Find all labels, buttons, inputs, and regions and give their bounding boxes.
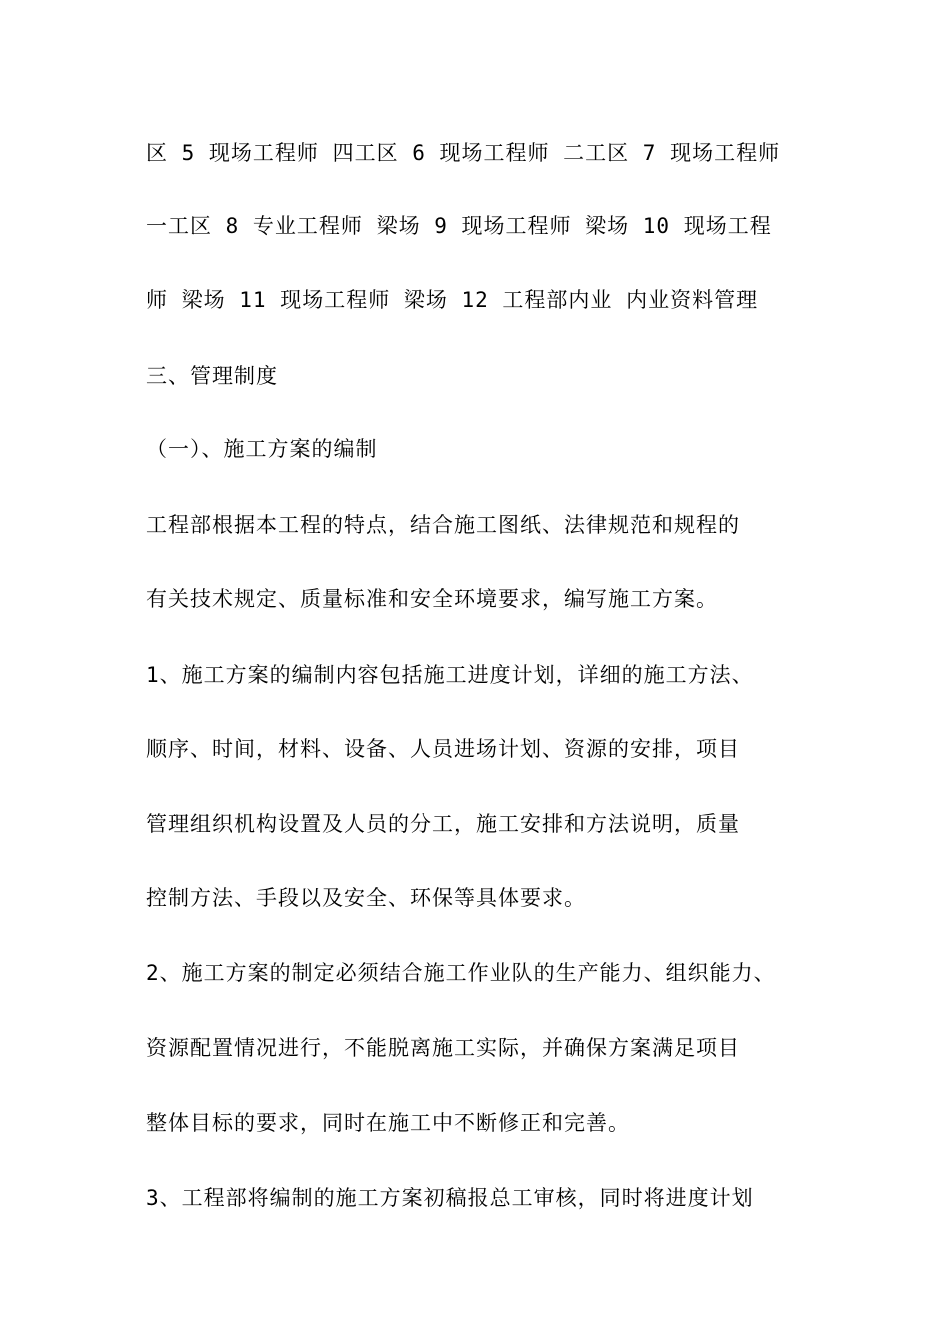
text-line: 有关技术规定、质量标准和安全环境要求，编写施工方案。	[146, 587, 718, 611]
text-line: 1、施工方案的编制内容包括施工进度计划，详细的施工方法、	[146, 663, 754, 687]
section-heading: 三、管理制度	[146, 364, 278, 388]
text-line: 顺序、时间，材料、设备、人员进场计划、资源的安排，项目	[146, 737, 740, 761]
text-line: 整体目标的要求，同时在施工中不断修正和完善。	[146, 1111, 630, 1135]
text-line: 资源配置情况进行，不能脱离施工实际，并确保方案满足项目	[146, 1036, 740, 1060]
text-line: 控制方法、手段以及安全、环保等具体要求。	[146, 886, 586, 910]
subsection-heading: （一）、施工方案的编制	[146, 437, 378, 461]
text-line: 管理组织机构设置及人员的分工，施工安排和方法说明，质量	[146, 812, 740, 836]
text-line: 工程部根据本工程的特点，结合施工图纸、法律规范和规程的	[146, 513, 740, 537]
text-line: 一工区 8 专业工程师 梁场 9 现场工程师 梁场 10 现场工程	[146, 214, 772, 238]
text-line: 3、工程部将编制的施工方案初稿报总工审核，同时将进度计划	[146, 1186, 754, 1210]
text-line: 区 5 现场工程师 四工区 6 现场工程师 二工区 7 现场工程师	[146, 141, 781, 165]
text-line: 师 梁场 11 现场工程师 梁场 12 工程部内业 内业资料管理	[146, 288, 759, 312]
text-line: 2、施工方案的制定必须结合施工作业队的生产能力、组织能力、	[146, 961, 776, 985]
